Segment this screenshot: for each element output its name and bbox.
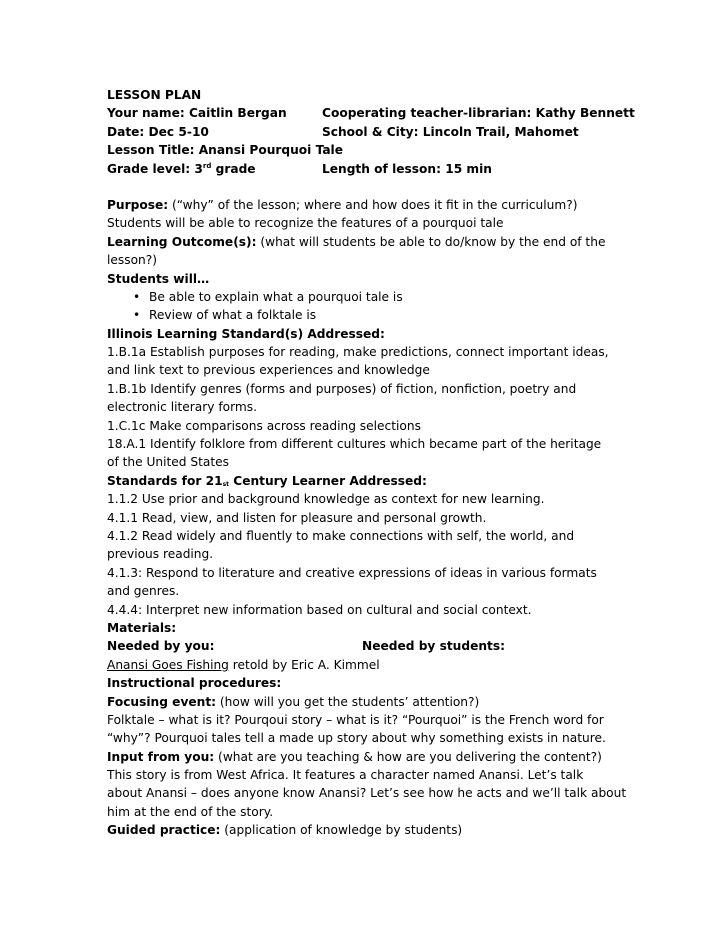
materials-heading: Materials:: [107, 620, 177, 635]
standard-line: 4.1.2 Read widely and fluently to make connections with self, the world, and: [107, 528, 575, 543]
header-row-4: [107, 160, 667, 178]
input-heading: Input from you: (what are you teaching & how are you delivering the content?): [107, 749, 602, 764]
standard-line: 1.C.1c Make comparisons across reading selections: [107, 418, 421, 433]
lesson-plan-page: [107, 86, 667, 840]
purpose-text: Students will be able to recognize the features of a pourquoi tale: [107, 216, 504, 231]
grade-level: Grade level: 3rd grade: [107, 161, 256, 176]
materials-book: Anansi Goes Fishing retold by Eric A. Kimmel: [107, 657, 380, 672]
standard-line: 4.4.4: Interpret new information based on cultural and social context.: [107, 602, 532, 617]
guided-practice-heading: Guided practice: (application of knowledge by students): [107, 823, 463, 838]
paragraph-line: Folktale – what is it? Pourqoui story – what is it? “Pourquoi” is the French word for: [107, 712, 604, 727]
paragraph-line: him at the end of the story.: [107, 804, 274, 819]
outcome-heading-cont: lesson?): [107, 253, 157, 268]
standard-line: and genres.: [107, 584, 180, 599]
standard-line: 18.A.1 Identify folklore from different cultures which became part of the heritage: [107, 437, 602, 452]
header-row-1: [107, 104, 667, 122]
standard-line: electronic literary forms.: [107, 400, 258, 415]
list-item: • Be able to explain what a pourquoi tale is: [133, 289, 403, 304]
purpose-heading: Purpose: (“why” of the lesson; where and how does it fit in the curriculum?): [107, 197, 578, 212]
paragraph-line: “why”? Pourquoi tales tell a made up story about why something exists in nature.: [107, 731, 606, 746]
lesson-date: Date: Dec 5-10: [107, 124, 209, 139]
students-will: Students will…: [107, 271, 210, 286]
standard-line: 1.B.1b Identify genres (forms and purposes) of fiction, nonfiction, poetry and: [107, 381, 577, 396]
header-row-2: [107, 123, 667, 141]
materials-row: [107, 637, 667, 655]
school-city: School & City: Lincoln Trail, Mahomet: [322, 124, 579, 139]
standard-line: of the United States: [107, 455, 230, 470]
lesson-length: Length of lesson: 15 min: [322, 161, 492, 176]
lesson-title: Lesson Title: Anansi Pourquoi Tale: [107, 143, 343, 158]
standard-line: and link text to previous experiences and knowledge: [107, 363, 430, 378]
outcome-heading: Learning Outcome(s): (what will students be able to do/know by the end of the: [107, 234, 606, 249]
paragraph-line: This story is from West Africa. It features a character named Anansi. Let’s talk: [107, 768, 584, 783]
standard-line: 1.1.2 Use prior and background knowledge as context for new learning.: [107, 492, 545, 507]
standard-line: 1.B.1a Establish purposes for reading, make predictions, connect important ideas,: [107, 345, 609, 360]
outcome-list: [107, 288, 667, 325]
focusing-event-heading: Focusing event: (how will you get the students’ attention?): [107, 694, 480, 709]
document-title: LESSON PLAN: [107, 88, 202, 102]
standard-line: 4.1.3: Respond to literature and creative expressions of ideas in various formats: [107, 565, 597, 580]
book-title: Anansi Goes Fishing: [107, 657, 229, 672]
cooperating-teacher: Cooperating teacher-librarian: Kathy Bennett: [322, 106, 635, 121]
list-item: • Review of what a folktale is: [133, 308, 317, 323]
standard-line: 4.1.1 Read, view, and listen for pleasure and personal growth.: [107, 510, 487, 525]
paragraph-line: about Anansi – does anyone know Anansi? Let’s see how he acts and we’ll talk about: [107, 786, 627, 801]
illinois-standards-heading: Illinois Learning Standard(s) Addressed:: [107, 326, 385, 341]
standards-21-heading: Standards for $21_{st}$ Century Learner Addressed:: [107, 473, 427, 488]
needed-by-students: Needed by students:: [362, 639, 505, 654]
your-name: Your name: Caitlin Bergan: [107, 106, 287, 121]
needed-by-you: Needed by you:: [107, 639, 215, 654]
standard-line: previous reading.: [107, 547, 214, 562]
procedures-heading: Instructional procedures:: [107, 676, 282, 691]
